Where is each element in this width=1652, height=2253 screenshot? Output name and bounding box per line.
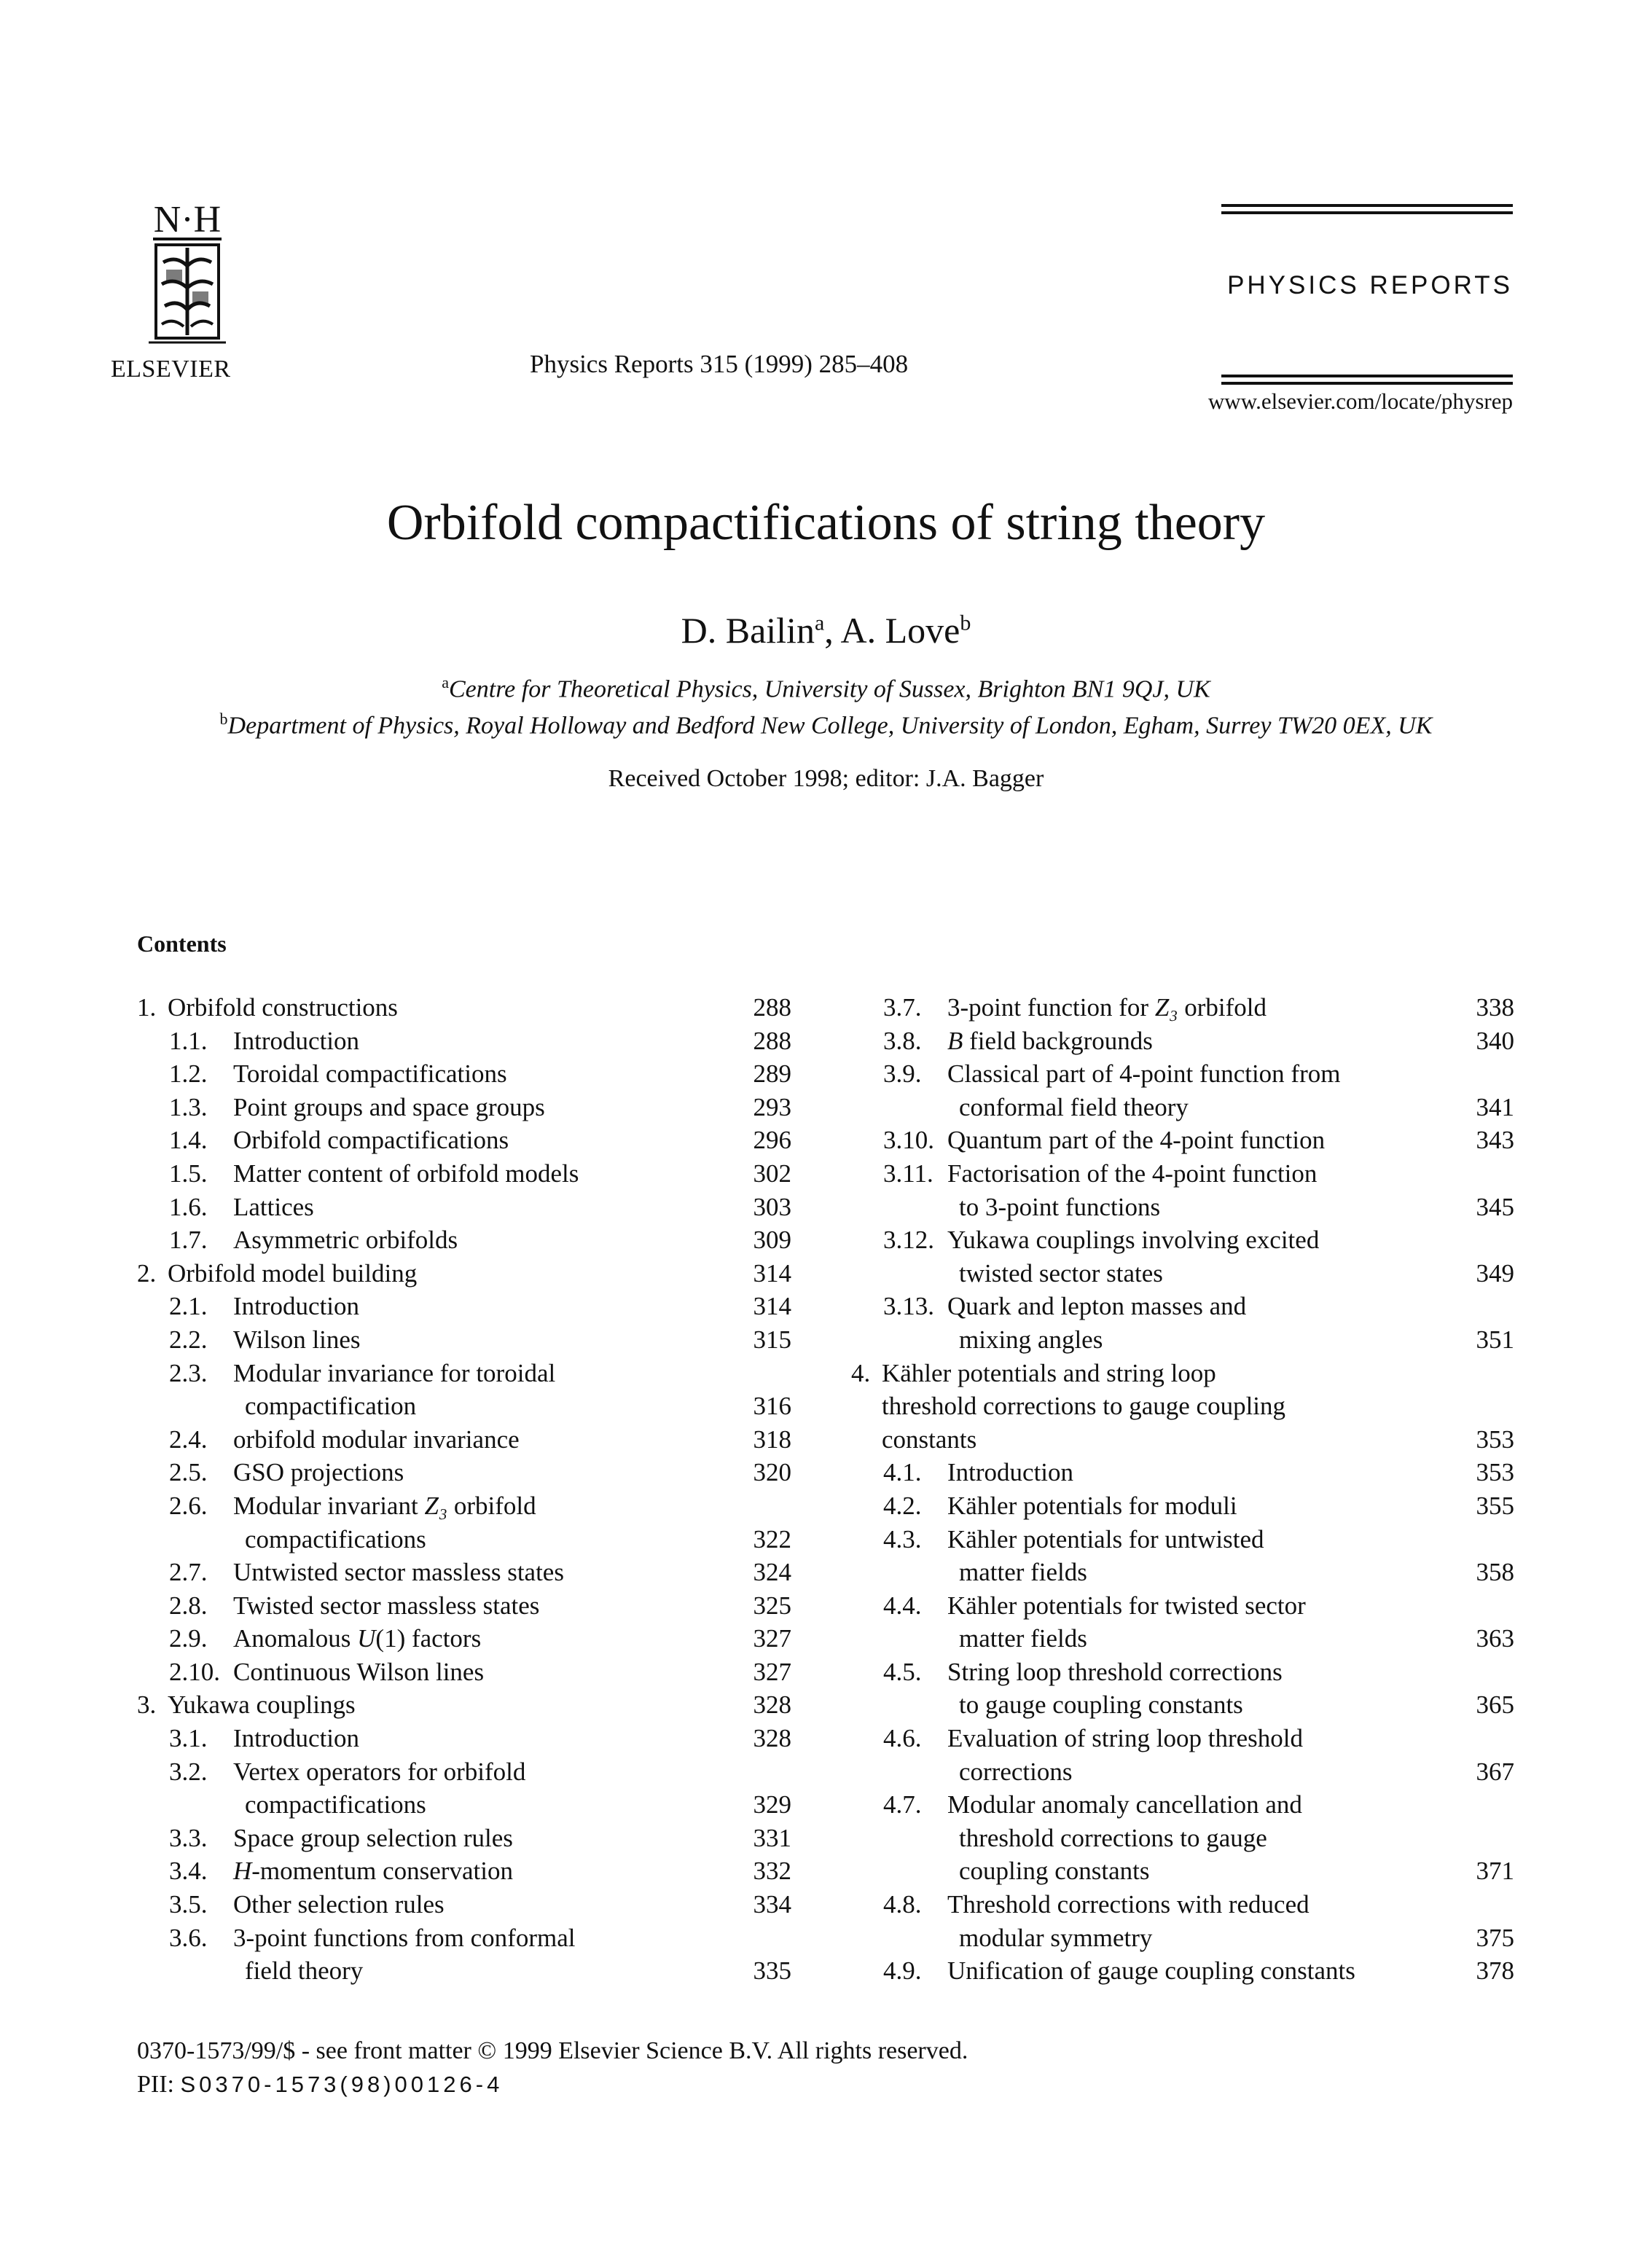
- toc-entry[interactable]: [137, 1057, 791, 1091]
- toc-section-title: compactifications: [245, 1790, 426, 1819]
- toc-section-title: Space group selection rules: [233, 1823, 513, 1852]
- toc-section-title: GSO projections: [233, 1458, 404, 1487]
- toc-line: [851, 1921, 1514, 1955]
- toc-section-number: 3.10.: [883, 1126, 934, 1155]
- toc-section-title: constants: [882, 1425, 977, 1454]
- toc-line: [137, 1788, 791, 1822]
- toc-section-title: Modular anomaly cancellation and: [947, 1790, 1302, 1819]
- toc-line: [851, 1755, 1514, 1789]
- toc-section-number: 4.7.: [883, 1790, 922, 1819]
- toc-section-number: 1.3.: [169, 1092, 208, 1121]
- toc-page-number: 316: [753, 1392, 791, 1421]
- toc-section-number: 3.13.: [883, 1292, 934, 1321]
- toc-entry[interactable]: [137, 1124, 791, 1157]
- affiliation-text: Department of Physics, Royal Holloway and Bedford New College, University of London, Egham, Surrey TW20 0EX, UK: [227, 712, 1433, 740]
- toc-section-title: Wilson lines: [233, 1325, 361, 1354]
- tree-emblem-icon: [111, 197, 264, 357]
- toc-line: [137, 1057, 791, 1091]
- toc-entry[interactable]: [137, 991, 791, 1024]
- toc-section-title: coupling constants: [959, 1857, 1150, 1886]
- paper-title: Orbifold compactifications of string theory: [386, 495, 1266, 551]
- received-line: Received October 1998; editor: J.A. Bagger: [608, 765, 1044, 792]
- math-symbol: B: [947, 1026, 963, 1055]
- toc-entry[interactable]: [851, 1788, 1514, 1888]
- toc-line: [137, 1489, 791, 1523]
- toc-section-title: 3-point functions from conformal: [233, 1923, 576, 1952]
- toc-line: [137, 1854, 791, 1888]
- toc-entry[interactable]: [851, 1157, 1514, 1223]
- toc-entry[interactable]: [137, 1656, 791, 1689]
- toc-line: [137, 1157, 791, 1191]
- toc-entry[interactable]: [851, 1124, 1514, 1157]
- affiliation-mark: b: [960, 611, 971, 635]
- toc-section-title: compactifications: [245, 1524, 426, 1553]
- toc-entry[interactable]: [851, 1024, 1514, 1058]
- toc-section-number: 3.4.: [169, 1857, 208, 1886]
- toc-section-number: 2.9.: [169, 1624, 208, 1653]
- toc-section-title: Other selection rules: [233, 1890, 445, 1919]
- toc-line: [137, 1688, 791, 1722]
- toc-section-title: twisted sector states: [959, 1258, 1163, 1288]
- toc-page-number: 334: [753, 1890, 791, 1919]
- toc-page-number: 314: [753, 1292, 791, 1321]
- toc-line: [851, 1357, 1514, 1390]
- toc-line: [851, 1688, 1514, 1722]
- pii-line: [137, 2071, 503, 2099]
- toc-line: [851, 1091, 1514, 1124]
- author-list: [0, 609, 1652, 651]
- toc-section-number: 4.: [851, 1358, 871, 1387]
- toc-entry[interactable]: [137, 1091, 791, 1124]
- toc-section-title: Quark and lepton masses and: [947, 1292, 1247, 1321]
- toc-line: [851, 1888, 1514, 1921]
- toc-line: [137, 1091, 791, 1124]
- toc-page-number: 327: [753, 1657, 791, 1686]
- toc-section-title: Kähler potentials and string loop: [882, 1358, 1216, 1387]
- toc-section-number: 2.1.: [169, 1292, 208, 1321]
- toc-section-title: threshold corrections to gauge: [959, 1823, 1267, 1852]
- contents-heading: Contents: [137, 930, 227, 957]
- journal-reference: Physics Reports 315 (1999) 285–408: [530, 350, 909, 378]
- toc-section-title: Anomalous U(1) factors: [233, 1624, 482, 1653]
- toc-page-number: 338: [1476, 993, 1514, 1022]
- toc-section-title: Asymmetric orbifolds: [233, 1226, 458, 1255]
- toc-section-title: corrections: [959, 1757, 1073, 1786]
- toc-section-number: 2.3.: [169, 1358, 208, 1387]
- author-name: A. Love: [840, 610, 960, 651]
- toc-entry[interactable]: [137, 1489, 791, 1556]
- toc-line: [851, 1489, 1514, 1523]
- toc-section-title: Orbifold model building: [168, 1258, 418, 1288]
- toc-section-title: Orbifold compactifications: [233, 1126, 509, 1155]
- toc-entry[interactable]: [137, 1888, 791, 1921]
- toc-entry[interactable]: [137, 1157, 791, 1191]
- toc-section-title: Classical part of 4-point function from: [947, 1059, 1341, 1089]
- logo-monogram: N·H: [153, 199, 222, 240]
- toc-section-number: 3.7.: [883, 993, 922, 1022]
- toc-line: [137, 1456, 791, 1489]
- toc-page-number: 343: [1476, 1126, 1514, 1155]
- toc-line: [137, 1323, 791, 1357]
- toc-line: [137, 1589, 791, 1623]
- toc-page-number: 375: [1476, 1923, 1514, 1952]
- header-rule: [1221, 204, 1513, 207]
- toc-line: [137, 1556, 791, 1589]
- toc-page-number: 314: [753, 1258, 791, 1288]
- toc-line: [851, 1622, 1514, 1656]
- toc-entry[interactable]: [851, 1523, 1514, 1589]
- toc-page-number: 303: [753, 1192, 791, 1221]
- toc-line: [851, 1157, 1514, 1191]
- toc-entry[interactable]: [137, 1755, 791, 1822]
- journal-url[interactable]: www.elsevier.com/locate/physrep: [1207, 388, 1513, 414]
- toc-line: [851, 1124, 1514, 1157]
- toc-section-number: 3.11.: [883, 1159, 933, 1188]
- toc-page-number: 296: [753, 1126, 791, 1155]
- toc-section-number: 3.: [137, 1690, 157, 1720]
- toc-entry[interactable]: [851, 1223, 1514, 1290]
- toc-section-title: String loop threshold corrections: [947, 1657, 1283, 1686]
- toc-section-number: 4.3.: [883, 1524, 922, 1553]
- toc-page-number: 331: [753, 1823, 791, 1852]
- author-name: D. Bailin: [681, 610, 815, 651]
- toc-section-number: 3.3.: [169, 1823, 208, 1852]
- toc-section-number: 4.8.: [883, 1890, 922, 1919]
- toc-line: [851, 1722, 1514, 1755]
- toc-page-number: 358: [1476, 1558, 1514, 1587]
- toc-page-number: 335: [753, 1956, 791, 1986]
- toc-section-title: to gauge coupling constants: [959, 1690, 1243, 1720]
- toc-section-title: Lattices: [233, 1192, 314, 1221]
- toc-line: [851, 1822, 1514, 1855]
- toc-section-title: Introduction: [233, 1292, 360, 1321]
- toc-entry[interactable]: [851, 991, 1514, 1024]
- toc-entry[interactable]: [137, 1556, 791, 1589]
- toc-page-number: 355: [1476, 1491, 1514, 1520]
- toc-line: [137, 1290, 791, 1323]
- toc-entry[interactable]: [851, 1888, 1514, 1954]
- toc-page-number: 327: [753, 1624, 791, 1653]
- toc-section-number: 3.6.: [169, 1923, 208, 1952]
- toc-section-number: 2.4.: [169, 1425, 208, 1454]
- toc-section-title: Twisted sector massless states: [233, 1591, 540, 1620]
- toc-line: [137, 1755, 791, 1789]
- toc-line: [851, 1589, 1514, 1623]
- toc-page-number: 318: [753, 1425, 791, 1454]
- toc-entry[interactable]: [137, 1323, 791, 1357]
- toc-section-title: Introduction: [233, 1026, 360, 1055]
- toc-line: [851, 1854, 1514, 1888]
- toc-entry[interactable]: [137, 1257, 791, 1290]
- toc-line: [137, 1257, 791, 1290]
- toc-page-number: 289: [753, 1059, 791, 1089]
- toc-page-number: 353: [1476, 1458, 1514, 1487]
- toc-line: [851, 1556, 1514, 1589]
- toc-page-number: 302: [753, 1159, 791, 1188]
- toc-section-title: mixing angles: [959, 1325, 1103, 1354]
- toc-line: [851, 1223, 1514, 1257]
- toc-section-title: 3-point function for Z₃ orbifold: [947, 993, 1267, 1022]
- toc-section-title: Point groups and space groups: [233, 1092, 545, 1121]
- toc-page-number: 288: [753, 1026, 791, 1055]
- toc-section-number: 4.9.: [883, 1956, 922, 1986]
- toc-line: [851, 1656, 1514, 1689]
- toc-entry[interactable]: [851, 1057, 1514, 1124]
- toc-section-title: Introduction: [947, 1458, 1074, 1487]
- toc-line: [137, 1423, 791, 1457]
- journal-name: PHYSICS REPORTS: [1227, 271, 1513, 299]
- toc-entry[interactable]: [851, 1456, 1514, 1489]
- toc-line: [137, 1722, 791, 1755]
- toc-section-number: 1.2.: [169, 1059, 208, 1089]
- toc-section-number: 2.8.: [169, 1591, 208, 1620]
- toc-entry[interactable]: [137, 1589, 791, 1623]
- toc-page-number: 322: [753, 1524, 791, 1553]
- toc-section-number: 3.1.: [169, 1724, 208, 1753]
- toc-line: [851, 1323, 1514, 1357]
- toc-section-title: Quantum part of the 4-point function: [947, 1126, 1326, 1155]
- toc-column-left: [137, 991, 791, 1988]
- toc-entry[interactable]: [137, 1921, 791, 1988]
- toc-section-number: 2.10.: [169, 1657, 220, 1686]
- publisher-name: ELSEVIER: [111, 356, 231, 383]
- math-symbol: Z₃: [424, 1491, 448, 1520]
- toc-line: [851, 1456, 1514, 1489]
- toc-line: [851, 991, 1514, 1024]
- toc-entry[interactable]: [851, 1357, 1514, 1457]
- toc-entry[interactable]: [137, 1024, 791, 1058]
- toc-page-number: 324: [753, 1558, 791, 1587]
- pii-label: PII:: [137, 2071, 174, 2098]
- toc-line: [137, 1656, 791, 1689]
- toc-section-number: 4.4.: [883, 1591, 922, 1620]
- toc-section-number: 2.7.: [169, 1558, 208, 1587]
- toc-page-number: 328: [753, 1724, 791, 1753]
- affiliation-mark: b: [219, 710, 228, 728]
- toc-entry[interactable]: [137, 1854, 791, 1888]
- toc-page-number: 315: [753, 1325, 791, 1354]
- toc-page-number: 378: [1476, 1956, 1514, 1986]
- toc-line: [137, 1822, 791, 1855]
- toc-section-number: 2.6.: [169, 1491, 208, 1520]
- header-rule: [1221, 382, 1513, 385]
- toc-line: [137, 1390, 791, 1423]
- pii-value: S0370-1573(98)00126-4: [180, 2072, 504, 2097]
- affiliation-text: Centre for Theoretical Physics, University of Sussex, Brighton BN1 9QJ, UK: [449, 675, 1210, 703]
- toc-line: [137, 1622, 791, 1656]
- toc-section-title: compactification: [245, 1392, 417, 1421]
- toc-line: [851, 1423, 1514, 1457]
- toc-section-title: Kähler potentials for twisted sector: [947, 1591, 1306, 1620]
- toc-page-number: 341: [1476, 1092, 1514, 1121]
- toc-section-title: Evaluation of string loop threshold: [947, 1724, 1303, 1753]
- toc-line: [851, 1024, 1514, 1058]
- toc-line: [851, 1523, 1514, 1556]
- toc-line: [137, 1191, 791, 1224]
- toc-section-number: 2.5.: [169, 1458, 208, 1487]
- toc-line: [137, 1223, 791, 1257]
- header-rule: [1221, 375, 1513, 377]
- toc-section-title: Orbifold constructions: [168, 993, 398, 1022]
- toc-page-number: 345: [1476, 1192, 1514, 1221]
- toc-page-number: 329: [753, 1790, 791, 1819]
- toc-line: [851, 1788, 1514, 1822]
- toc-section-title: field theory: [245, 1956, 364, 1986]
- toc-section-number: 1.7.: [169, 1226, 208, 1255]
- toc-section-number: 1.6.: [169, 1192, 208, 1221]
- toc-section-title: Modular invariance for toroidal: [233, 1358, 556, 1387]
- toc-page-number: 293: [753, 1092, 791, 1121]
- toc-page-number: 367: [1476, 1757, 1514, 1786]
- toc-line: [851, 1191, 1514, 1224]
- toc-section-title: Modular invariant Z₃ orbifold: [233, 1491, 536, 1520]
- toc-section-number: 3.8.: [883, 1026, 922, 1055]
- toc-line: [137, 1024, 791, 1058]
- toc-entry[interactable]: [137, 1688, 791, 1722]
- toc-section-number: 4.1.: [883, 1458, 922, 1487]
- toc-entry[interactable]: [851, 1656, 1514, 1722]
- toc-section-title: matter fields: [959, 1558, 1087, 1587]
- toc-page-number: 328: [753, 1690, 791, 1720]
- toc-line: [851, 1390, 1514, 1423]
- toc-line: [137, 991, 791, 1024]
- toc-entry[interactable]: [137, 1456, 791, 1489]
- toc-section-number: 4.2.: [883, 1491, 922, 1520]
- toc-line: [137, 1921, 791, 1955]
- toc-page-number: 363: [1476, 1624, 1514, 1653]
- toc-entry[interactable]: [137, 1822, 791, 1855]
- toc-section-title: Unification of gauge coupling constants: [947, 1956, 1355, 1986]
- toc-section-title: Continuous Wilson lines: [233, 1657, 485, 1686]
- toc-section-number: 1.5.: [169, 1159, 208, 1188]
- toc-section-title: Untwisted sector massless states: [233, 1558, 564, 1587]
- toc-section-title: B field backgrounds: [947, 1026, 1153, 1055]
- toc-section-number: 1.4.: [169, 1126, 208, 1155]
- toc-page-number: 340: [1476, 1026, 1514, 1055]
- toc-section-title: Kähler potentials for moduli: [947, 1491, 1237, 1520]
- toc-entry[interactable]: [851, 1489, 1514, 1523]
- toc-section-title: Threshold corrections with reduced: [947, 1890, 1310, 1919]
- toc-page-number: 320: [753, 1458, 791, 1487]
- toc-page-number: 349: [1476, 1258, 1514, 1288]
- toc-page-number: 353: [1476, 1425, 1514, 1454]
- toc-page-number: 365: [1476, 1690, 1514, 1720]
- toc-line: [137, 1357, 791, 1390]
- toc-entry[interactable]: [137, 1722, 791, 1755]
- toc-section-title: conformal field theory: [959, 1092, 1189, 1121]
- toc-section-title: Introduction: [233, 1724, 360, 1753]
- toc-entry[interactable]: [137, 1191, 791, 1224]
- toc-section-number: 1.1.: [169, 1026, 208, 1055]
- toc-section-number: 3.2.: [169, 1757, 208, 1786]
- toc-entry[interactable]: [851, 1722, 1514, 1788]
- toc-section-title: to 3-point functions: [959, 1192, 1161, 1221]
- toc-section-title: Kähler potentials for untwisted: [947, 1524, 1264, 1553]
- toc-line: [137, 1954, 791, 1988]
- toc-entry[interactable]: [137, 1290, 791, 1323]
- affiliation-mark: a: [442, 673, 449, 691]
- toc-section-number: 3.9.: [883, 1059, 922, 1089]
- toc-line: [851, 1290, 1514, 1323]
- author-separator: ,: [824, 610, 841, 651]
- toc-line: [137, 1124, 791, 1157]
- math-symbol: U: [357, 1624, 376, 1653]
- toc-section-number: 3.5.: [169, 1890, 208, 1919]
- toc-line: [137, 1888, 791, 1921]
- toc-line: [851, 1057, 1514, 1091]
- toc-entry[interactable]: [851, 1954, 1514, 1988]
- toc-line: [851, 1257, 1514, 1290]
- toc-section-number: 2.2.: [169, 1325, 208, 1354]
- header-rule: [1221, 211, 1513, 214]
- toc-line: [137, 1523, 791, 1556]
- toc-entry[interactable]: [137, 1423, 791, 1457]
- toc-entry[interactable]: [137, 1622, 791, 1656]
- toc-section-title: Vertex operators for orbifold: [233, 1757, 526, 1786]
- toc-section-title: Toroidal compactifications: [233, 1059, 507, 1089]
- toc-section-title: Factorisation of the 4-point function: [947, 1159, 1318, 1188]
- toc-page-number: 351: [1476, 1325, 1514, 1354]
- toc-page-number: 332: [753, 1857, 791, 1886]
- toc-section-title: threshold corrections to gauge coupling: [882, 1392, 1286, 1421]
- toc-section-title: orbifold modular invariance: [233, 1425, 520, 1454]
- toc-section-title: H-momentum conservation: [233, 1857, 513, 1886]
- toc-entry[interactable]: [137, 1357, 791, 1423]
- toc-section-number: 3.12.: [883, 1226, 934, 1255]
- toc-page-number: 288: [753, 993, 791, 1022]
- toc-section-number: 4.6.: [883, 1724, 922, 1753]
- toc-entry[interactable]: [137, 1223, 791, 1257]
- toc-line: [851, 1954, 1514, 1988]
- affiliation: [0, 673, 1652, 703]
- toc-section-title: Yukawa couplings involving excited: [947, 1226, 1320, 1255]
- toc-section-number: 2.: [137, 1258, 157, 1288]
- affiliation-mark: a: [814, 611, 825, 635]
- toc-section-title: Yukawa couplings: [168, 1690, 356, 1720]
- toc-page-number: 309: [753, 1226, 791, 1255]
- toc-section-title: modular symmetry: [959, 1923, 1153, 1952]
- toc-entry[interactable]: [851, 1290, 1514, 1356]
- toc-section-number: 4.5.: [883, 1657, 922, 1686]
- toc-page-number: 371: [1476, 1857, 1514, 1886]
- toc-section-number: 1.: [137, 993, 157, 1022]
- toc-column-right: [851, 991, 1514, 1988]
- math-symbol: H: [233, 1857, 252, 1886]
- copyright-line: 0370-1573/99/$ - see front matter © 1999 Elsevier Science B.V. All rights reserved.: [137, 2037, 968, 2064]
- math-symbol: Z₃: [1154, 993, 1178, 1022]
- toc-page-number: 325: [753, 1591, 791, 1620]
- toc-entry[interactable]: [851, 1589, 1514, 1656]
- affiliation: [0, 710, 1652, 740]
- toc-section-title: matter fields: [959, 1624, 1087, 1653]
- toc-section-title: Matter content of orbifold models: [233, 1159, 579, 1188]
